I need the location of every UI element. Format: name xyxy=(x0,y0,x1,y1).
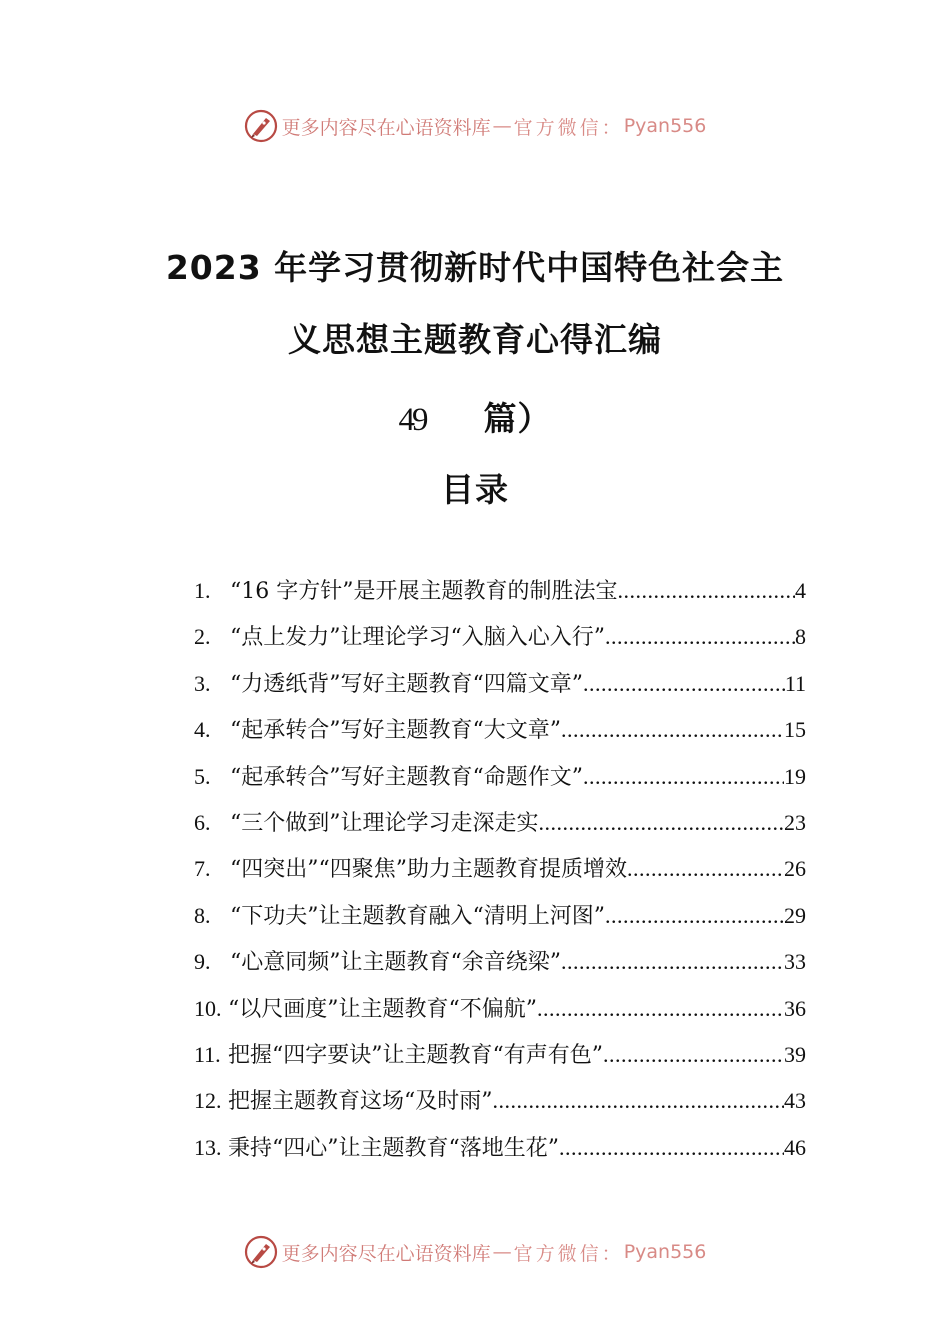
document-count-suffix: 篇） xyxy=(483,399,552,438)
toc-entry-page: 4 xyxy=(795,578,806,603)
toc-entry-title: “心意同频”让主题教育“余音绕梁” xyxy=(230,950,561,976)
toc-entry-number: 7. xyxy=(194,856,211,882)
watermark-dash: — xyxy=(492,115,512,137)
document-count-number: 49 xyxy=(398,402,426,438)
watermark-label: 官方微信： xyxy=(513,1242,624,1265)
toc-leader-dots xyxy=(537,996,784,1022)
toc-entry-number: 1. xyxy=(194,578,211,603)
watermark-id: Pyan556 xyxy=(623,1241,707,1263)
toc-entry-page: 15 xyxy=(784,717,806,743)
toc-entry-page: 33 xyxy=(784,949,806,975)
toc-entry-number: 3. xyxy=(194,670,211,696)
toc-leader-dots xyxy=(561,717,784,743)
toc-entry-page: 11 xyxy=(784,670,806,696)
toc-entry-number: 4. xyxy=(194,717,211,743)
toc-entry-title: “起承转合”写好主题教育“命题作文” xyxy=(230,764,583,790)
toc-entry-title: “起承转合”写好主题教育“大文章” xyxy=(230,718,561,744)
table-of-contents xyxy=(194,574,806,1177)
toc-entry-number: 6. xyxy=(194,809,211,835)
document-title-line2: 义思想主题教育心得汇编 xyxy=(288,320,662,359)
toc-entry[interactable] xyxy=(194,899,806,945)
toc-entry-number: 2. xyxy=(194,624,211,650)
toc-entry-page: 23 xyxy=(784,809,806,835)
toc-heading: 目录 xyxy=(441,470,509,509)
toc-entry-title: 把握“四字要诀”让主题教育“有声有色” xyxy=(228,1042,603,1068)
toc-entry[interactable] xyxy=(194,713,806,759)
toc-entry-number: 10. xyxy=(194,995,222,1021)
toc-entry-title: 把握主题教育这场“及时雨” xyxy=(228,1089,493,1115)
toc-entry-number: 11. xyxy=(194,1041,221,1067)
toc-entry[interactable] xyxy=(194,574,806,620)
watermark-text: 更多内容尽在心语资料库 xyxy=(281,1242,491,1265)
toc-entry-title: 秉持“四心”让主题教育“落地生花” xyxy=(228,1135,559,1161)
pen-logo-icon xyxy=(244,109,278,143)
watermark-bottom xyxy=(0,1232,950,1272)
toc-entry-title: “点上发力”让理论学习“入脑入心入行” xyxy=(230,625,605,651)
toc-leader-dots xyxy=(493,1088,785,1114)
toc-entry[interactable] xyxy=(194,1038,806,1084)
toc-entry-page: 43 xyxy=(784,1088,806,1114)
toc-entry[interactable] xyxy=(194,945,806,991)
toc-entry-number: 5. xyxy=(194,763,211,789)
toc-entry[interactable] xyxy=(194,667,806,713)
toc-entry-number: 13. xyxy=(194,1134,222,1160)
toc-entry-number: 12. xyxy=(194,1088,222,1114)
toc-entry-title: “以尺画度”让主题教育“不偏航” xyxy=(228,996,537,1022)
toc-entry-number: 9. xyxy=(194,949,211,975)
toc-leader-dots xyxy=(605,903,784,929)
document-count xyxy=(0,393,950,440)
pen-logo-icon xyxy=(244,1235,278,1269)
toc-entry-page: 39 xyxy=(784,1041,806,1067)
toc-entry-number: 8. xyxy=(194,902,211,928)
watermark-id: Pyan556 xyxy=(623,115,707,137)
toc-leader-dots xyxy=(605,624,795,650)
toc-leader-dots xyxy=(583,764,784,790)
toc-entry-page: 29 xyxy=(784,902,806,928)
toc-leader-dots xyxy=(603,1042,784,1068)
toc-leader-dots xyxy=(583,671,785,697)
toc-entry-title: “下功夫”让主题教育融入“清明上河图” xyxy=(230,903,605,929)
toc-entry[interactable] xyxy=(194,992,806,1038)
toc-entry-title: “三个做到”让理论学习走深走实 xyxy=(230,810,539,836)
toc-leader-dots xyxy=(617,578,795,604)
watermark-dash: — xyxy=(492,1241,512,1263)
toc-entry[interactable] xyxy=(194,1084,806,1130)
watermark-text: 更多内容尽在心语资料库 xyxy=(281,116,491,139)
toc-entry-title: “16 字方针”是开展主题教育的制胜法宝 xyxy=(230,579,618,604)
toc-entry-page: 36 xyxy=(784,995,806,1021)
document-title-line1: 2023 年学习贯彻新时代中国特色社会主 xyxy=(165,248,785,287)
toc-entry[interactable] xyxy=(194,620,806,666)
toc-entry-page: 8 xyxy=(795,624,806,650)
toc-leader-dots xyxy=(561,949,784,975)
toc-entry-page: 46 xyxy=(784,1134,806,1160)
toc-entry-title: “力透纸背”写好主题教育“四篇文章” xyxy=(230,671,583,697)
toc-entry-title: “四突出”“四聚焦”助力主题教育提质增效 xyxy=(230,857,627,883)
toc-entry[interactable] xyxy=(194,806,806,852)
toc-leader-dots xyxy=(559,1135,784,1161)
toc-leader-dots xyxy=(539,810,785,836)
watermark-label: 官方微信： xyxy=(513,116,624,139)
toc-entry[interactable] xyxy=(194,1131,806,1177)
watermark-top xyxy=(0,106,950,146)
toc-leader-dots xyxy=(627,856,784,882)
toc-entry[interactable] xyxy=(194,852,806,898)
toc-entry-page: 19 xyxy=(784,763,806,789)
toc-entry-page: 26 xyxy=(784,856,806,882)
toc-entry[interactable] xyxy=(194,760,806,806)
